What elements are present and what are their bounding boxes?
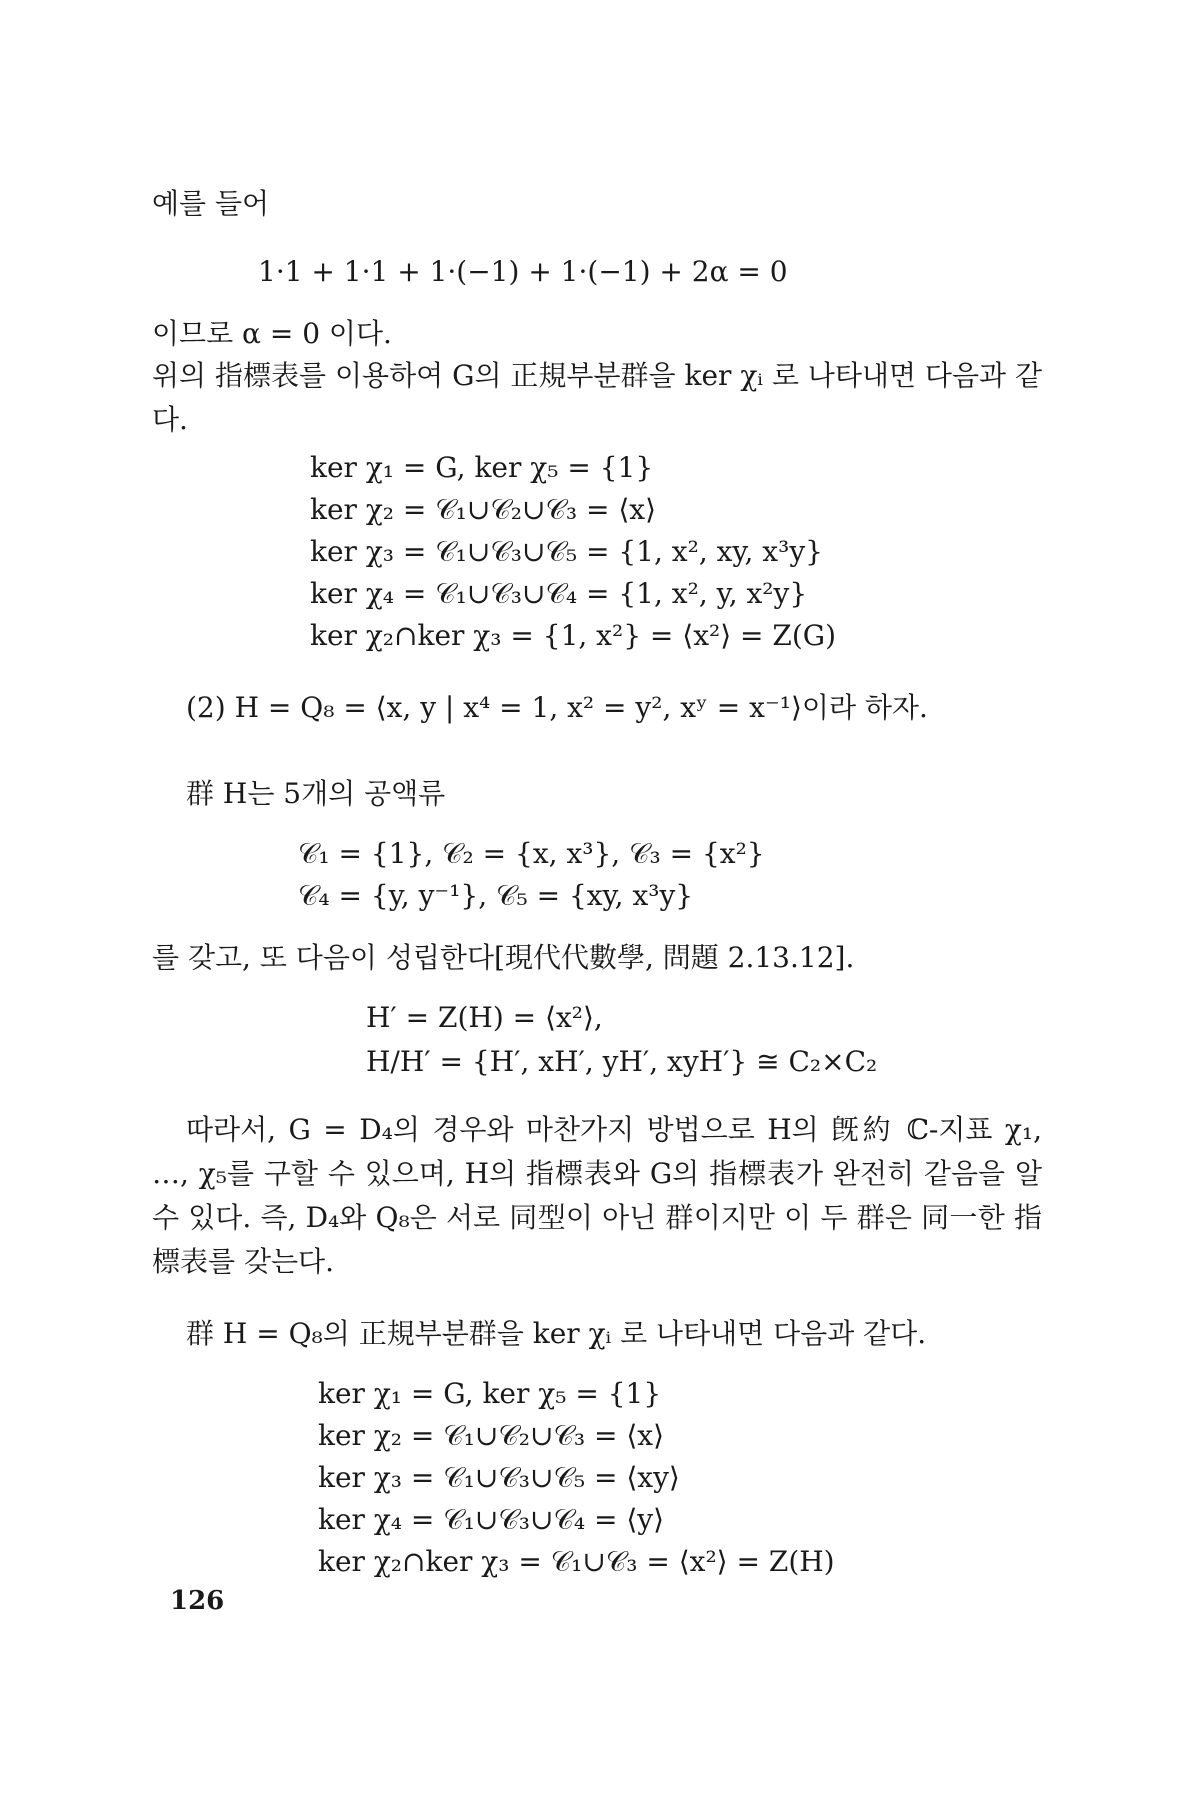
- commutator-line-2: H/H′ = {H′, xH′, yH′, xyH′} ≅ C₂×C₂: [366, 1045, 878, 1078]
- kernel-g-line-5: ker χ₂∩ker χ₃ = {1, x²} = ⟨x²⟩ = Z(G): [310, 619, 837, 652]
- kernel-h-line-5: ker χ₂∩ker χ₃ = 𝒞₁∪𝒞₃ = ⟨x²⟩ = Z(H): [318, 1545, 835, 1578]
- kernel-h-line-4: ker χ₄ = 𝒞₁∪𝒞₃∪𝒞₄ = ⟨y⟩: [318, 1503, 665, 1536]
- intro-lead: 예를 들어: [152, 187, 270, 220]
- comparison-paragraph: 따라서, G = D₄의 경우와 마찬가지 방법으로 H의 旣約 ℂ-지표 χ₁, …, χ₅를 구할 수 있으며, H의 指標表와 G의 指標表가 완전히 같음을 알 수 있다. 즉, D₄와 Q₈은 서로 同型이 아닌 群이지만 이 두 群은 同一한 指標表를 갖는다.: [152, 1113, 1042, 1278]
- page-number: 126: [170, 1586, 225, 1616]
- kernel-g-line-1: ker χ₁ = G, ker χ₅ = {1}: [310, 451, 654, 484]
- kernel-g-line-3: ker χ₃ = 𝒞₁∪𝒞₃∪𝒞₅ = {1, x², xy, x³y}: [310, 535, 823, 568]
- kernel-intro-g: 위의 指標表를 이용하여 G의 正規부분群을 ker χᵢ 로 나타내면 다음과 같다.: [152, 359, 1042, 436]
- kernel-g-line-4: ker χ₄ = 𝒞₁∪𝒞₃∪𝒞₄ = {1, x², y, x²y}: [310, 577, 808, 610]
- example-2: (2) H = Q₈ = ⟨x, y | x⁴ = 1, x² = y², xʸ = x⁻¹⟩이라 하자.: [186, 691, 928, 724]
- classes-line-1: 𝒞₁ = {1}, 𝒞₂ = {x, x³}, 𝒞₃ = {x²}: [298, 837, 765, 870]
- kernel-h-line-2: ker χ₂ = 𝒞₁∪𝒞₂∪𝒞₃ = ⟨x⟩: [318, 1419, 665, 1452]
- classes-intro: 群 H는 5개의 공액류: [186, 777, 446, 810]
- kernel-intro-h: 群 H = Q₈의 正規부분群을 ker χᵢ 로 나타내면 다음과 같다.: [186, 1317, 927, 1350]
- classes-line-2: 𝒞₄ = {y, y⁻¹}, 𝒞₅ = {xy, x³y}: [298, 879, 694, 912]
- equation: 1·1 + 1·1 + 1·(−1) + 1·(−1) + 2α = 0: [258, 255, 788, 288]
- kernel-h-line-1: ker χ₁ = G, ker χ₅ = {1}: [318, 1377, 662, 1410]
- intro-conclusion: 이므로 α = 0 이다.: [152, 317, 392, 350]
- kernel-h-line-3: ker χ₃ = 𝒞₁∪𝒞₃∪𝒞₅ = ⟨xy⟩: [318, 1461, 680, 1494]
- kernel-g-line-2: ker χ₂ = 𝒞₁∪𝒞₂∪𝒞₃ = ⟨x⟩: [310, 493, 657, 526]
- commutator-line-1: H′ = Z(H) = ⟨x²⟩,: [366, 1001, 603, 1034]
- classes-outro: 를 갖고, 또 다음이 성립한다[現代代數學, 問題 2.13.12].: [152, 941, 855, 974]
